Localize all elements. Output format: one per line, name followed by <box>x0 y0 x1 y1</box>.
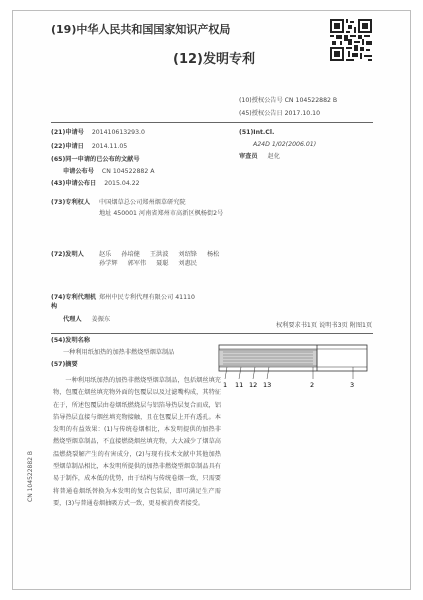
figure-label: 13 <box>263 381 272 389</box>
figure-label: 12 <box>249 381 258 389</box>
claims-info: 权利要求书1页 说明书3页 附图1页 <box>276 322 373 329</box>
figure-label: 11 <box>235 381 244 389</box>
int-cl-label: (51)Int.Cl. <box>239 129 275 136</box>
document-type: (12)发明专利 <box>173 52 255 67</box>
patent-page <box>12 10 411 590</box>
figure-label: 2 <box>310 381 315 389</box>
figure-label: 3 <box>350 381 355 389</box>
side-publication-code: CN 104522882 B <box>27 451 34 502</box>
prior-publication-number: 申请公布号 CN 104522882 A <box>63 168 155 175</box>
prior-publication-date: (43)申请公布日 2015.04.22 <box>51 180 140 187</box>
publication-number: (10)授权公告号 CN 104522882 B <box>239 97 338 104</box>
abstract-text: 一种利用纸加热的加热非燃烧型烟草制品，包括烟丝填充物，包覆在烟丝填充物外面的包覆层以及过滤嘴构成，其特征在于，所述包覆层由卷烟纸燃烧层与铝箔导热层复合而成，铝箔导热层直接与烟丝填充物接触，且在包覆层上开有透孔。本发明的有益效果：(1)与传统卷烟相比，本发明提供的加热非燃烧型烟草制品，不直接燃烧烟丝填充物，大大减少了烟草高温燃烧裂解产生的有害成分，(2)与现有技术文献中其他加热型烟草制品相比，本发明所提供的加热非燃烧型烟草制品具有易于制作，成本低的优势，由于结构与传统卷烟一致，只需要将普通卷烟纸替换为本发明的复合包装层，即可满足生产需要，(3)与普通卷烟抽吸方式一致，更易被消费者接受。 <box>53 377 221 507</box>
patent-agent: 代理人 姜振东 <box>63 316 111 323</box>
top-rule <box>51 122 373 123</box>
invention-title: 一种利用纸加热的加热非燃烧型烟草制品 <box>63 349 175 356</box>
int-cl-value: A24D 1/02(2006.01) <box>253 141 317 148</box>
publication-date: (45)授权公告日 2017.10.10 <box>239 110 321 117</box>
application-number: (21)申请号 201410613293.0 <box>51 129 145 136</box>
abstract-label: (57)摘要 <box>51 361 78 368</box>
figure-label: 1 <box>223 381 228 389</box>
cigarette-figure <box>213 341 373 391</box>
mid-rule <box>51 333 373 334</box>
qr-code-icon <box>330 19 372 61</box>
authority-title: (19)中华人民共和国国家知识产权局 <box>51 23 231 36</box>
patent-agency: (74)专利代理机构 郑州中民专利代理有限公司 41110 <box>51 294 195 310</box>
patentee-address: 地址 450001 河南省郑州市高新区枫杨街2号 <box>99 209 224 217</box>
filing-date: (22)申请日 2014.11.05 <box>51 143 128 150</box>
prior-publication-heading: (65)同一申请的已公布的文献号 <box>51 156 140 163</box>
patentee: (73)专利权人 中国烟草总公司郑州烟草研究院 地址 450001 河南省郑州市高新区枫杨街2号 <box>51 199 224 217</box>
inventor-names: 赵乐 孙培健 王洪波 刘绍锋 杨松 孙学辉 郭军伟 聂聪 刘惠民 <box>99 251 220 267</box>
examiner: 审查员 赵化 <box>239 153 280 160</box>
inventors: (72)发明人 赵乐 孙培健 王洪波 刘绍锋 杨松 孙学辉 郭军伟 聂聪 刘惠民 <box>51 251 229 269</box>
invention-title-label: (54)发明名称 <box>51 337 91 344</box>
